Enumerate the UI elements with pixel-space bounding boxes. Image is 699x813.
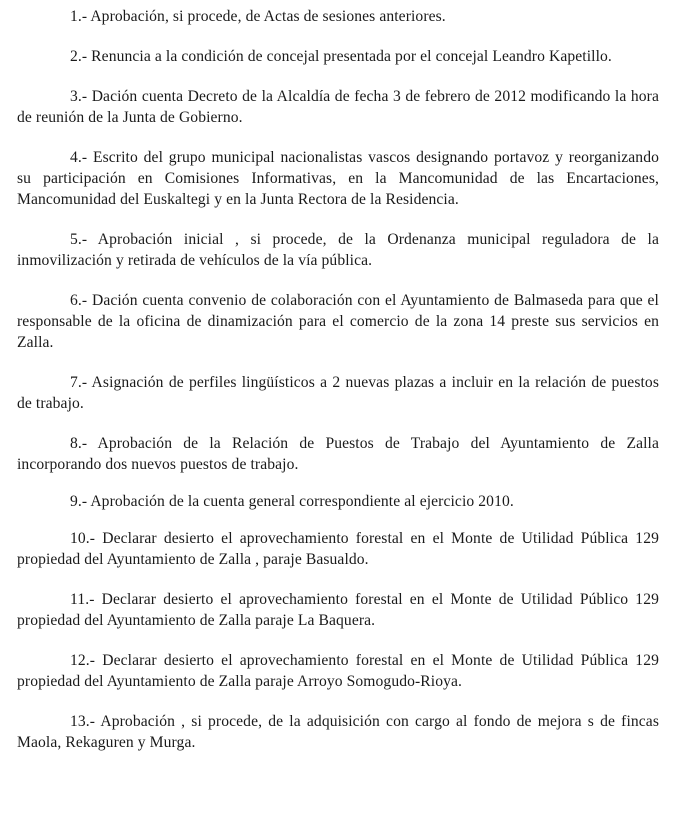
agenda-item-8: 8.- Aprobación de la Relación de Puestos de Trabajo del Ayuntamiento de Zalla incorporando dos nuevos puestos de trabajo. bbox=[17, 435, 659, 473]
agenda-item-4: 4.- Escrito del grupo municipal nacionalistas vascos designando portavoz y reorganizando su participación en Comisiones Informativas, en la Mancomunidad de las Encartaciones, Mancomunidad del Euskaltegi y en la Junta Rectora de la Residencia. bbox=[17, 149, 659, 208]
agenda-item-5: 5.- Aprobación inicial , si procede, de la Ordenanza municipal reguladora de la inmovilización y retirada de vehículos de la vía pública. bbox=[17, 231, 659, 269]
agenda-item-10: 10.- Declarar desierto el aprovechamiento forestal en el Monte de Utilidad Pública 129 propiedad del Ayuntamiento de Zalla , paraje Basualdo. bbox=[17, 530, 659, 568]
agenda-item-2: 2.- Renuncia a la condición de concejal presentada por el concejal Leandro Kapetillo. bbox=[70, 48, 612, 65]
agenda-item-6: 6.- Dación cuenta convenio de colaboración con el Ayuntamiento de Balmaseda para que el responsable de la oficina de dinamización para el comercio de la zona 14 preste sus servicios en Zalla. bbox=[17, 292, 659, 351]
agenda-item-12: 12.- Declarar desierto el aprovechamiento forestal en el Monte de Utilidad Pública 129 propiedad del Ayuntamiento de Zalla paraje Arroyo Somogudo-Rioya. bbox=[17, 652, 659, 690]
agenda-item-3: 3.- Dación cuenta Decreto de la Alcaldía de fecha 3 de febrero de 2012 modificando la hora de reunión de la Junta de Gobierno. bbox=[17, 88, 659, 126]
agenda-item-7: 7.- Asignación de perfiles lingüísticos a 2 nuevas plazas a incluir en la relación de puestos de trabajo. bbox=[17, 374, 659, 412]
agenda-item-13: 13.- Aprobación , si procede, de la adquisición con cargo al fondo de mejora s de fincas Maola, Rekaguren y Murga. bbox=[17, 713, 659, 751]
agenda-document bbox=[17, 0, 659, 753]
agenda-item-1: 1.- Aprobación, si procede, de Actas de sesiones anteriores. bbox=[70, 8, 446, 25]
agenda-item-11: 11.- Declarar desierto el aprovechamiento forestal en el Monte de Utilidad Público 129 propiedad del Ayuntamiento de Zalla paraje La Baquera. bbox=[17, 591, 659, 629]
agenda-item-9: 9.- Aprobación de la cuenta general correspondiente al ejercicio 2010. bbox=[70, 493, 514, 510]
